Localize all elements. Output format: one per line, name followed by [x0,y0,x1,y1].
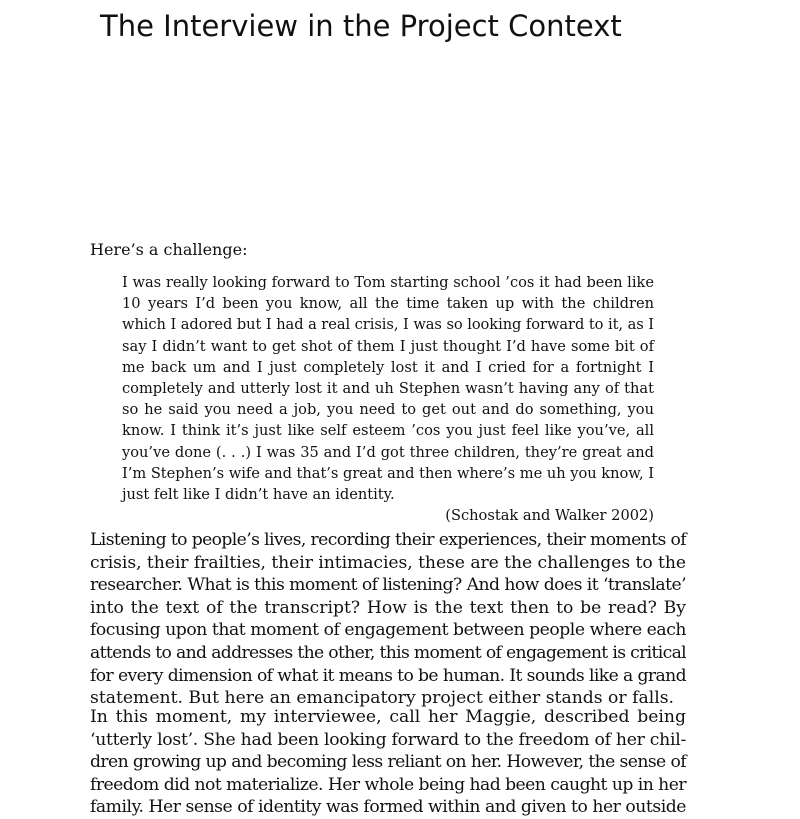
paragraph-line: attends to and addresses the other, this moment of engagement is critical [90,642,686,663]
body-paragraph-1 [90,529,686,710]
paragraph-line: freedom did not materialize. Her whole being had been caught up in her [90,774,686,795]
block-quote [122,272,654,526]
paragraph-line: dren growing up and becoming less reliant on her. However, the sense of [90,752,686,773]
quote-line: 10 years I’d been you know, all the time taken up with the children [122,295,654,313]
quote-line: which I adored but I had a real crisis, I was so looking forward to it, as I [122,316,654,334]
paragraph-line: Listening to people’s lives, recording their experiences, their moments of [90,530,686,550]
quote-line: me back um and I just completely lost it and I cried for a fortnight I [122,358,654,376]
quote-line: I was really looking forward to Tom starting school ’cos it had been like [122,274,654,291]
paragraph-line: for every dimension of what it means to be human. It sounds like a grand [90,665,686,686]
quote-line: just felt like I didn’t have an identity. [122,485,395,503]
paragraph-line: family. Her sense of identity was formed within and given to her outside [90,797,686,818]
chapter-title: The Interview in the Project Context [100,9,622,43]
paragraph-line: focusing upon that moment of engagement between people where each [90,620,686,641]
quote-line: I’m Stephen’s wife and that’s great and then where’s me uh you know, I [122,464,654,482]
quote-citation: (Schostak and Walker 2002) [445,507,654,525]
paragraph-line: statement. But here an emancipatory project either stands or falls. [90,688,674,709]
quote-line: so he said you need a job, you need to get out and do something, you [122,401,654,419]
quote-line: say I didn’t want to get shot of them I just thought I’d have some bit of [122,337,654,355]
paragraph-line: ‘utterly lost’. She had been looking forward to the freedom of her chil- [90,729,686,750]
paragraph-line: crisis, their frailties, their intimacies, these are the challenges to the [90,552,686,573]
intro-sentence: Here’s a challenge: [90,240,248,259]
quote-line: know. I think it’s just like self esteem ’cos you just feel like you’ve, all [122,422,654,440]
body-paragraph-2 [90,706,686,819]
quote-line: you’ve done (. . .) I was 35 and I’d got three children, they’re great and [122,443,654,461]
paragraph-line: into the text of the transcript? How is the text then to be read? By [90,597,686,618]
paragraph-line: In this moment, my interviewee, call her Maggie, described being [90,707,686,727]
quote-line: completely and utterly lost it and uh Stephen wasn’t having any of that [122,379,654,397]
paragraph-line: researcher. What is this moment of listening? And how does it ‘translate’ [90,575,686,596]
